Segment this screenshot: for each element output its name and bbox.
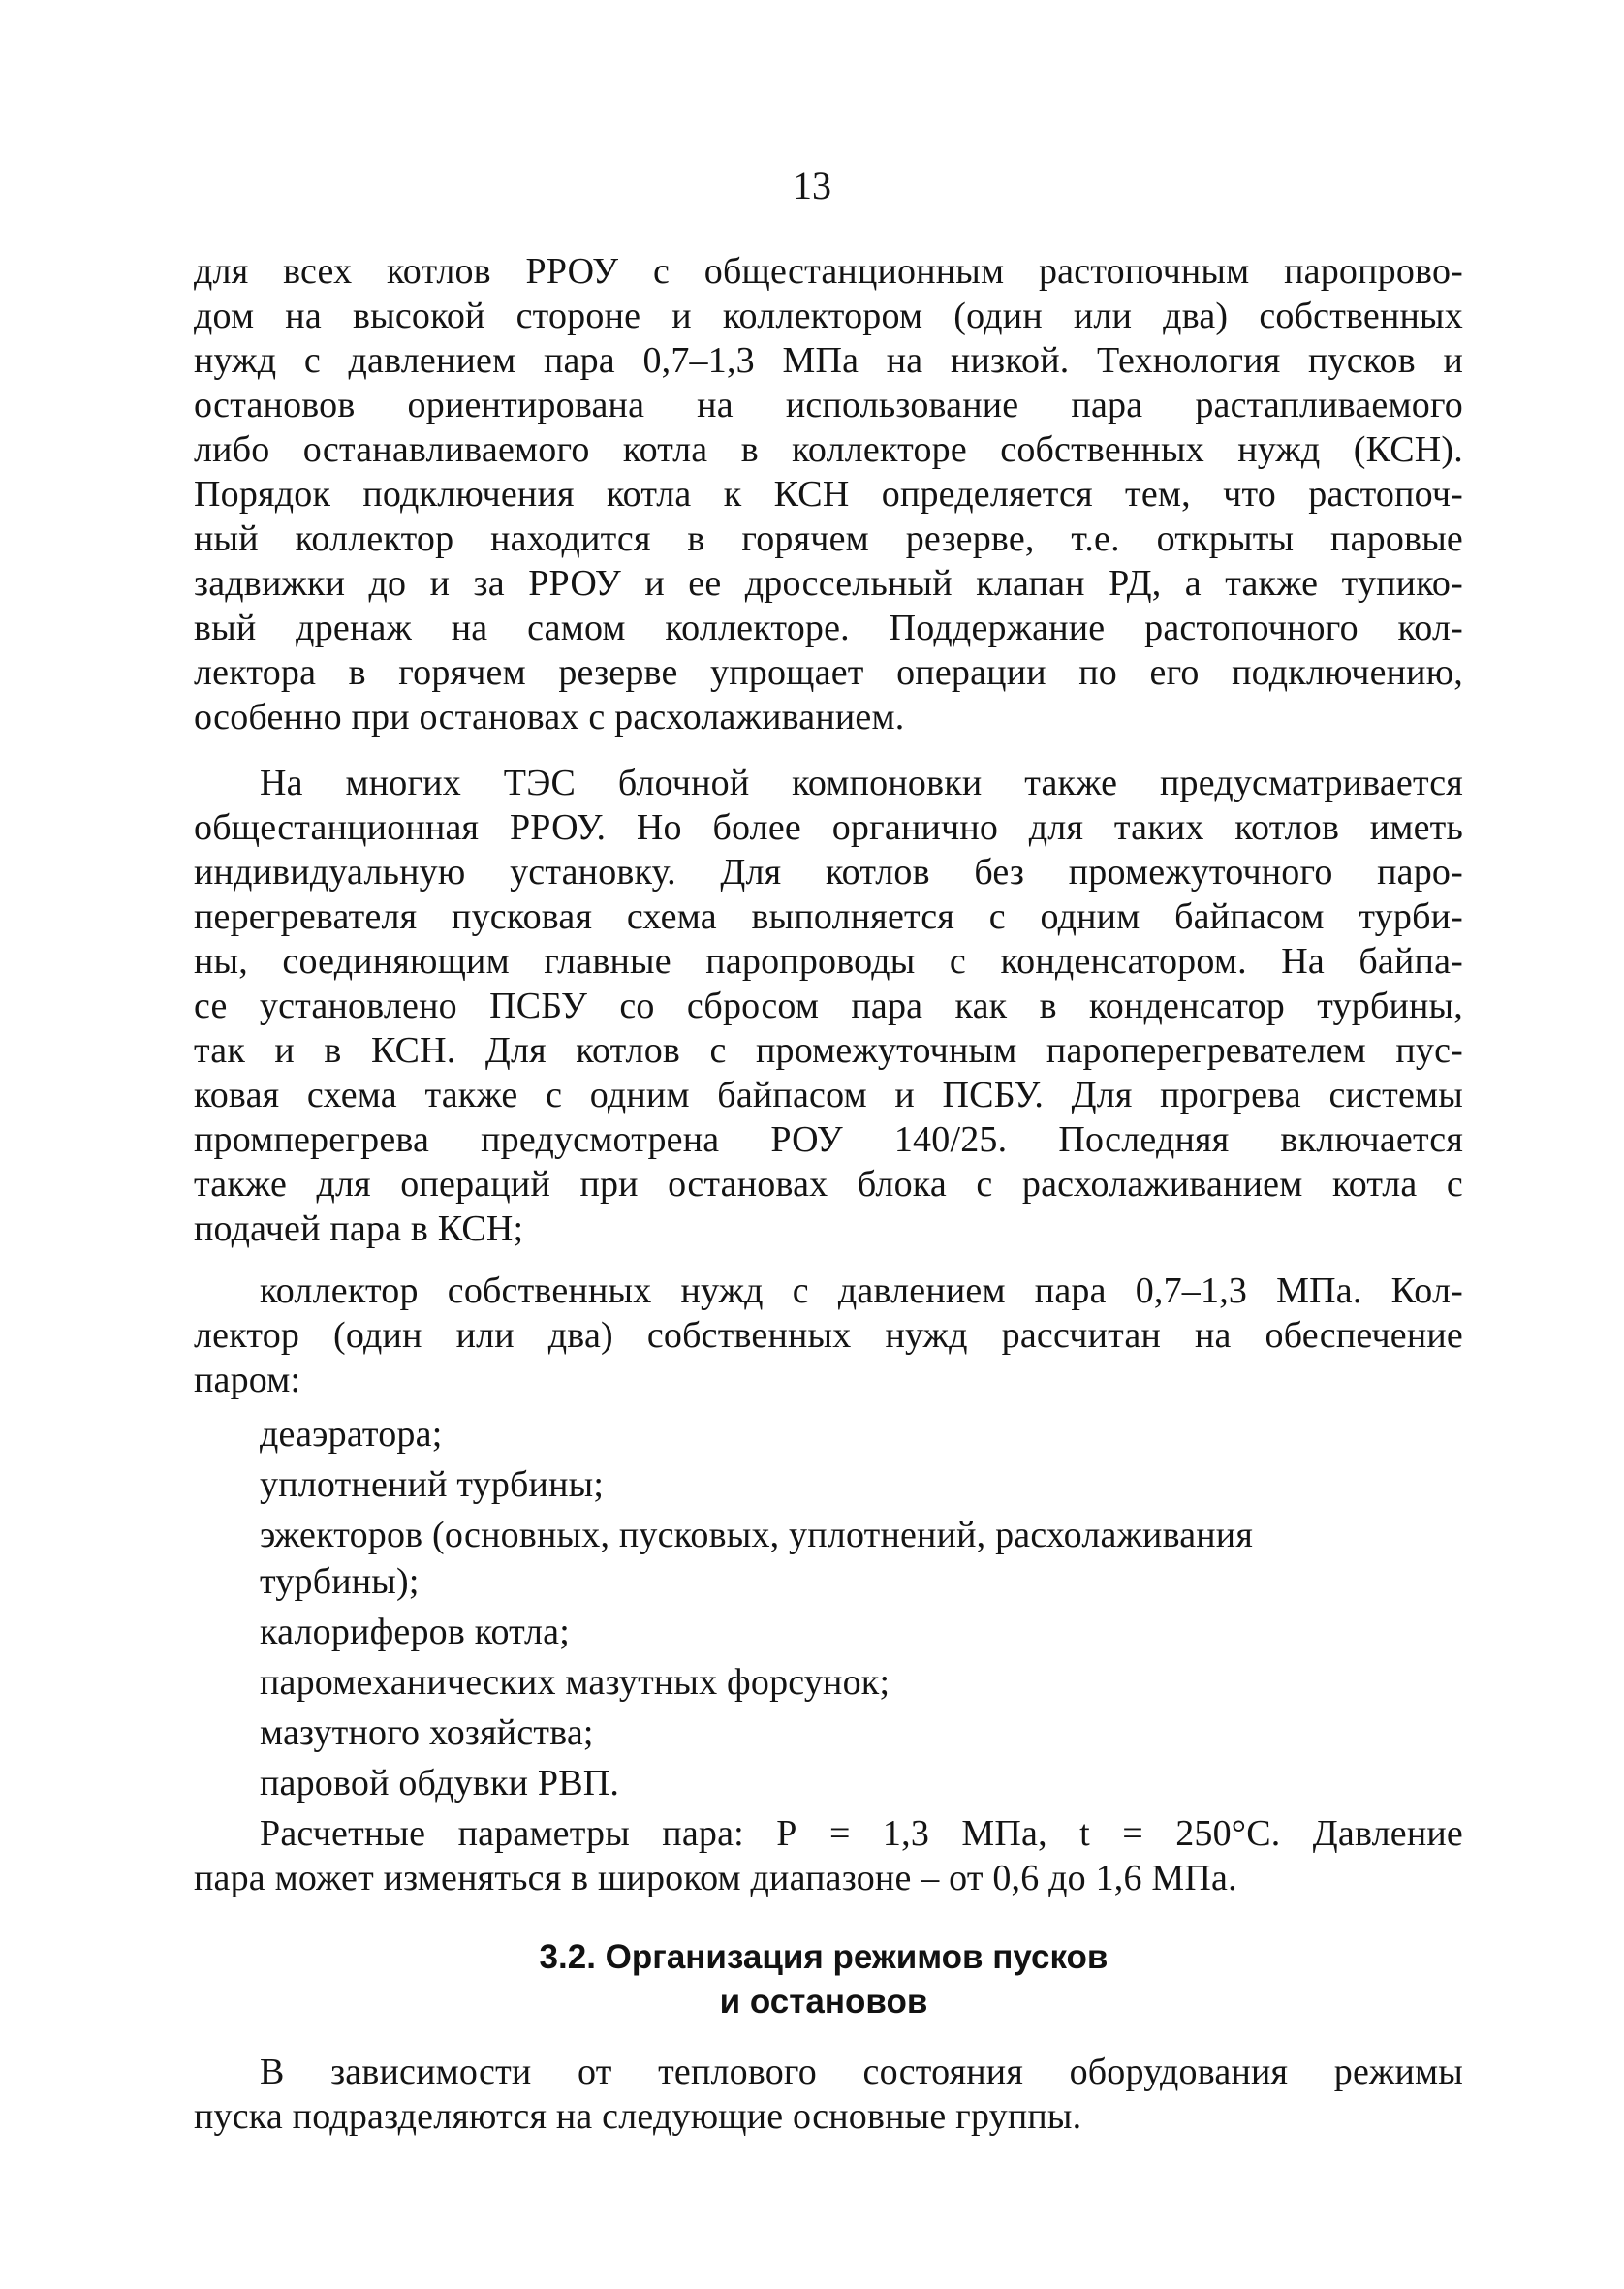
text-line: коллектор собственных нужд с давлением пара 0,7–1,3 МПа. Кол- bbox=[260, 1270, 1463, 1311]
text-line: индивидуальную установку. Для котлов без промежуточного паро- bbox=[194, 852, 1463, 893]
text-line: паром: bbox=[194, 1360, 301, 1400]
text-line: На многих ТЭС блочной компоновки также предусматривается bbox=[260, 763, 1463, 803]
text-line: вый дренаж на самом коллекторе. Поддержание растопочного кол- bbox=[194, 608, 1463, 648]
list-item: мазутного хозяйства; bbox=[260, 1712, 594, 1753]
list-item: эжекторов (основных, пусковых, уплотнений, расхолаживания bbox=[260, 1515, 1254, 1555]
list-item: уплотнений турбины; bbox=[260, 1464, 605, 1505]
text-line: пуска подразделяются на следующие основные группы. bbox=[194, 2096, 1082, 2137]
text-line: для всех котлов РРОУ с общестанционным растопочным паропрово- bbox=[194, 251, 1463, 292]
text-line: остановов ориентирована на использование пара растапливаемого bbox=[194, 385, 1463, 425]
text-line: промперегрева предусмотрена РОУ 140/25. Последняя включается bbox=[194, 1119, 1463, 1160]
text-line: Порядок подключения котла к КСН определяется тем, что растопоч- bbox=[194, 474, 1463, 515]
text-line: В зависимости от теплового состояния оборудования режимы bbox=[260, 2052, 1463, 2092]
text-line: общестанционная РРОУ. Но более органично для таких котлов иметь bbox=[194, 807, 1463, 848]
text-line: се установлено ПСБУ со сбросом пара как в конденсатор турбины, bbox=[194, 986, 1463, 1026]
list-item: паромеханических мазутных форсунок; bbox=[260, 1662, 890, 1703]
page-number: 13 bbox=[793, 164, 831, 207]
list-item: паровой обдувки РВП. bbox=[260, 1763, 620, 1803]
list-item: калориферов котла; bbox=[260, 1612, 570, 1652]
text-line: ны, соединяющим главные паропроводы с конденсатором. На байпа- bbox=[194, 941, 1463, 982]
section-heading-continuation: и остановов bbox=[719, 1983, 928, 2021]
text-line: так и в КСН. Для котлов с промежуточным пароперегревателем пус- bbox=[194, 1030, 1463, 1071]
text-line: нужд с давлением пара 0,7–1,3 МПа на низкой. Технология пусков и bbox=[194, 340, 1463, 381]
text-line: либо останавливаемого котла в коллекторе собственных нужд (КСН). bbox=[194, 429, 1463, 470]
text-line: Расчетные параметры пара: Р = 1,3 МПа, t = 250°С. Давление bbox=[260, 1813, 1463, 1854]
text-line: особенно при остановах с расхолаживанием. bbox=[194, 697, 905, 737]
list-item: деаэратора; bbox=[260, 1414, 443, 1455]
text-line: лектора в горячем резерве упрощает операции по его подключению, bbox=[194, 652, 1463, 693]
text-line: пара может изменяться в широком диапазоне – от 0,6 до 1,6 МПа. bbox=[194, 1858, 1237, 1898]
list-item: турбины); bbox=[260, 1561, 420, 1602]
section-heading: 3.2. Организация режимов пусков bbox=[539, 1938, 1109, 1976]
text-line: дом на высокой стороне и коллектором (один или два) собственных bbox=[194, 296, 1463, 336]
text-line: лектор (один или два) собственных нужд рассчитан на обеспечение bbox=[194, 1315, 1463, 1356]
text-line: ковая схема также с одним байпасом и ПСБУ. Для прогрева системы bbox=[194, 1075, 1463, 1115]
text-line: подачей пара в КСН; bbox=[194, 1208, 524, 1249]
text-line: перегревателя пусковая схема выполняется с одним байпасом турби- bbox=[194, 896, 1463, 937]
text-line: задвижки до и за РРОУ и ее дроссельный клапан РД, а также тупико- bbox=[194, 563, 1463, 604]
text-line: также для операций при остановах блока с расхолаживанием котла с bbox=[194, 1164, 1463, 1205]
text-line: ный коллектор находится в горячем резерве, т.е. открыты паровые bbox=[194, 518, 1463, 559]
